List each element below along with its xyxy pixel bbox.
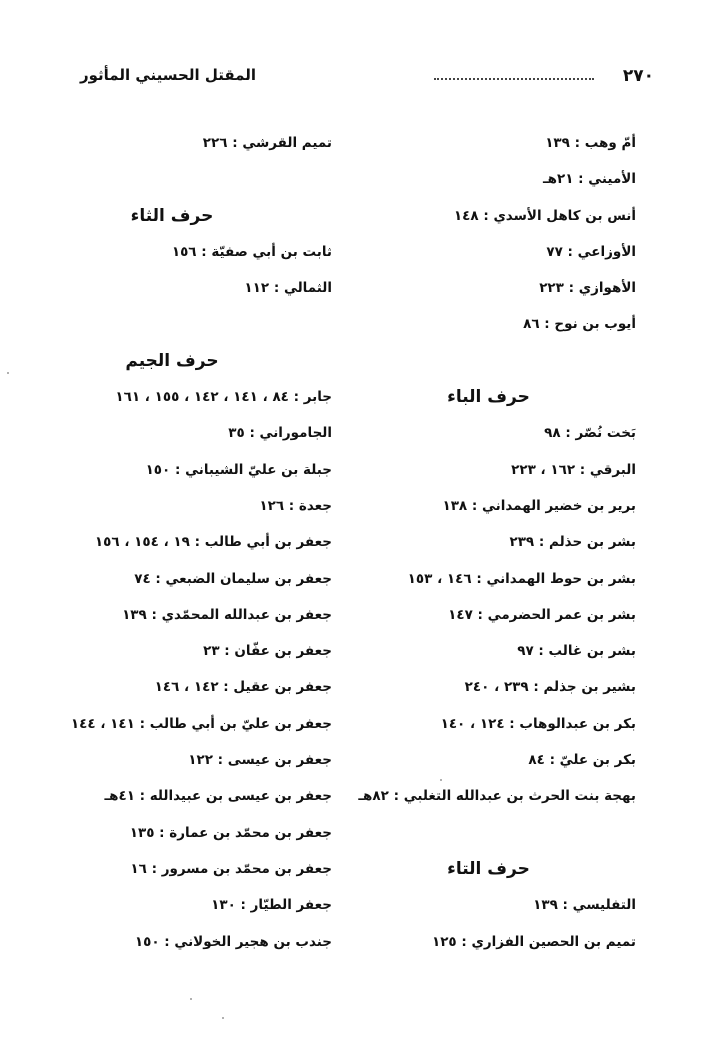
section-heading-thaa: حرف الثاء	[130, 205, 214, 226]
index-entry: بَخت نُصّر : ٩٨	[544, 425, 636, 442]
index-entry: جعدة : ١٢٦	[259, 497, 332, 514]
index-entry: جعفر بن أبي طالب : ١٩ ، ١٥٤ ، ١٥٦	[94, 534, 332, 551]
index-entry: بكر بن عليّ : ٨٤	[528, 752, 636, 769]
right-column	[341, 125, 636, 960]
index-entry: بشر بن حوط الهمداني : ١٤٦ ، ١٥٣	[407, 570, 636, 587]
scan-speck	[7, 372, 9, 374]
index-entry: جعفر بن سليمان الضبعي : ٧٤	[134, 570, 332, 587]
index-entry: جعفر بن عيسى بن عبيدالله : ٤١هـ	[104, 788, 332, 805]
index-entry: جعفر بن عفّان : ٢٣	[203, 643, 332, 660]
index-entry: التفليسي : ١٣٩	[533, 897, 636, 914]
index-entry: تميم بن الحصين الفزاري : ١٢٥	[431, 933, 636, 950]
scan-speck	[190, 998, 192, 1000]
index-entry: جعفر بن محمّد بن مسرور : ١٦	[130, 860, 332, 877]
index-entry: بشر بن غالب : ٩٧	[517, 643, 636, 660]
index-entry: برير بن خضير الهمداني : ١٣٨	[442, 497, 636, 514]
index-entry: البرقي : ١٦٢ ، ٢٢٣	[511, 461, 636, 478]
section-gap	[12, 306, 332, 342]
index-entry: جندب بن هجير الخولاني : ١٥٠	[134, 933, 332, 950]
index-entry: بشر بن حذلم : ٢٣٩	[509, 534, 636, 551]
left-column	[12, 125, 332, 960]
index-entry: بشر بن عمر الحضرمي : ١٤٧	[448, 606, 636, 623]
page-number: ٢٧٠	[622, 66, 654, 86]
index-entry: جبلة بن عليّ الشيباني : ١٥٠	[145, 461, 332, 478]
index-entry: أمّ وهب : ١٣٩	[545, 135, 636, 151]
index-entry: بكر بن عبدالوهاب : ١٢٤ ، ١٤٠	[440, 715, 636, 732]
index-entry: الأهوازي : ٢٢٣	[539, 280, 636, 297]
index-entry: جعفر الطيّار : ١٣٠	[211, 897, 332, 914]
index-entry: ثابت بن أبي صفيّة : ١٥٦	[171, 243, 332, 260]
index-entry: جعفر بن عقيل : ١٤٢ ، ١٤٦	[154, 679, 332, 696]
index-entry: جعفر بن عليّ بن أبي طالب : ١٤١ ، ١٤٤	[70, 715, 332, 732]
index-entry: الأوزاعي : ٧٧	[546, 243, 636, 260]
index-entry: الثمالي : ١١٢	[244, 280, 332, 297]
header-dot-leader	[434, 78, 594, 80]
index-entry: الجاموراني : ٣٥	[228, 425, 332, 442]
index-entry: الأميني : ٢١هـ	[543, 171, 636, 188]
scan-speck	[440, 779, 442, 781]
scan-speck	[222, 1017, 224, 1019]
running-title: المقتل الحسيني المأثور	[80, 66, 256, 84]
index-entry: أيوب بن نوح : ٨٦	[523, 316, 636, 333]
index-entry: جعفر بن عيسى : ١٢٢	[188, 752, 332, 769]
index-entry: أنس بن كاهل الأسدي : ١٤٨	[453, 207, 636, 224]
index-entry: جابر : ٨٤ ، ١٤١ ، ١٤٢ ، ١٥٥ ، ١٦١	[115, 389, 332, 406]
section-gap	[341, 343, 636, 379]
index-entry: بشير بن جذلم : ٢٣٩ ، ٢٤٠	[464, 679, 636, 696]
index-entry: تميم القرشي : ٢٢٦	[202, 135, 332, 151]
section-gap	[12, 161, 332, 197]
section-gap	[341, 815, 636, 851]
section-heading-baa: حرف الباء	[447, 387, 530, 408]
section-heading-jeem: حرف الجيم	[125, 350, 219, 371]
index-entry: جعفر بن محمّد بن عمارة : ١٣٥	[129, 824, 332, 841]
index-entry: جعفر بن عبدالله المحمّدي : ١٣٩	[122, 606, 332, 623]
section-heading-taa: حرف التاء	[447, 858, 530, 879]
index-entry: بهجة بنت الحرث بن عبدالله التغلبي : ٨٢هـ	[358, 788, 636, 805]
page-header	[80, 66, 654, 98]
